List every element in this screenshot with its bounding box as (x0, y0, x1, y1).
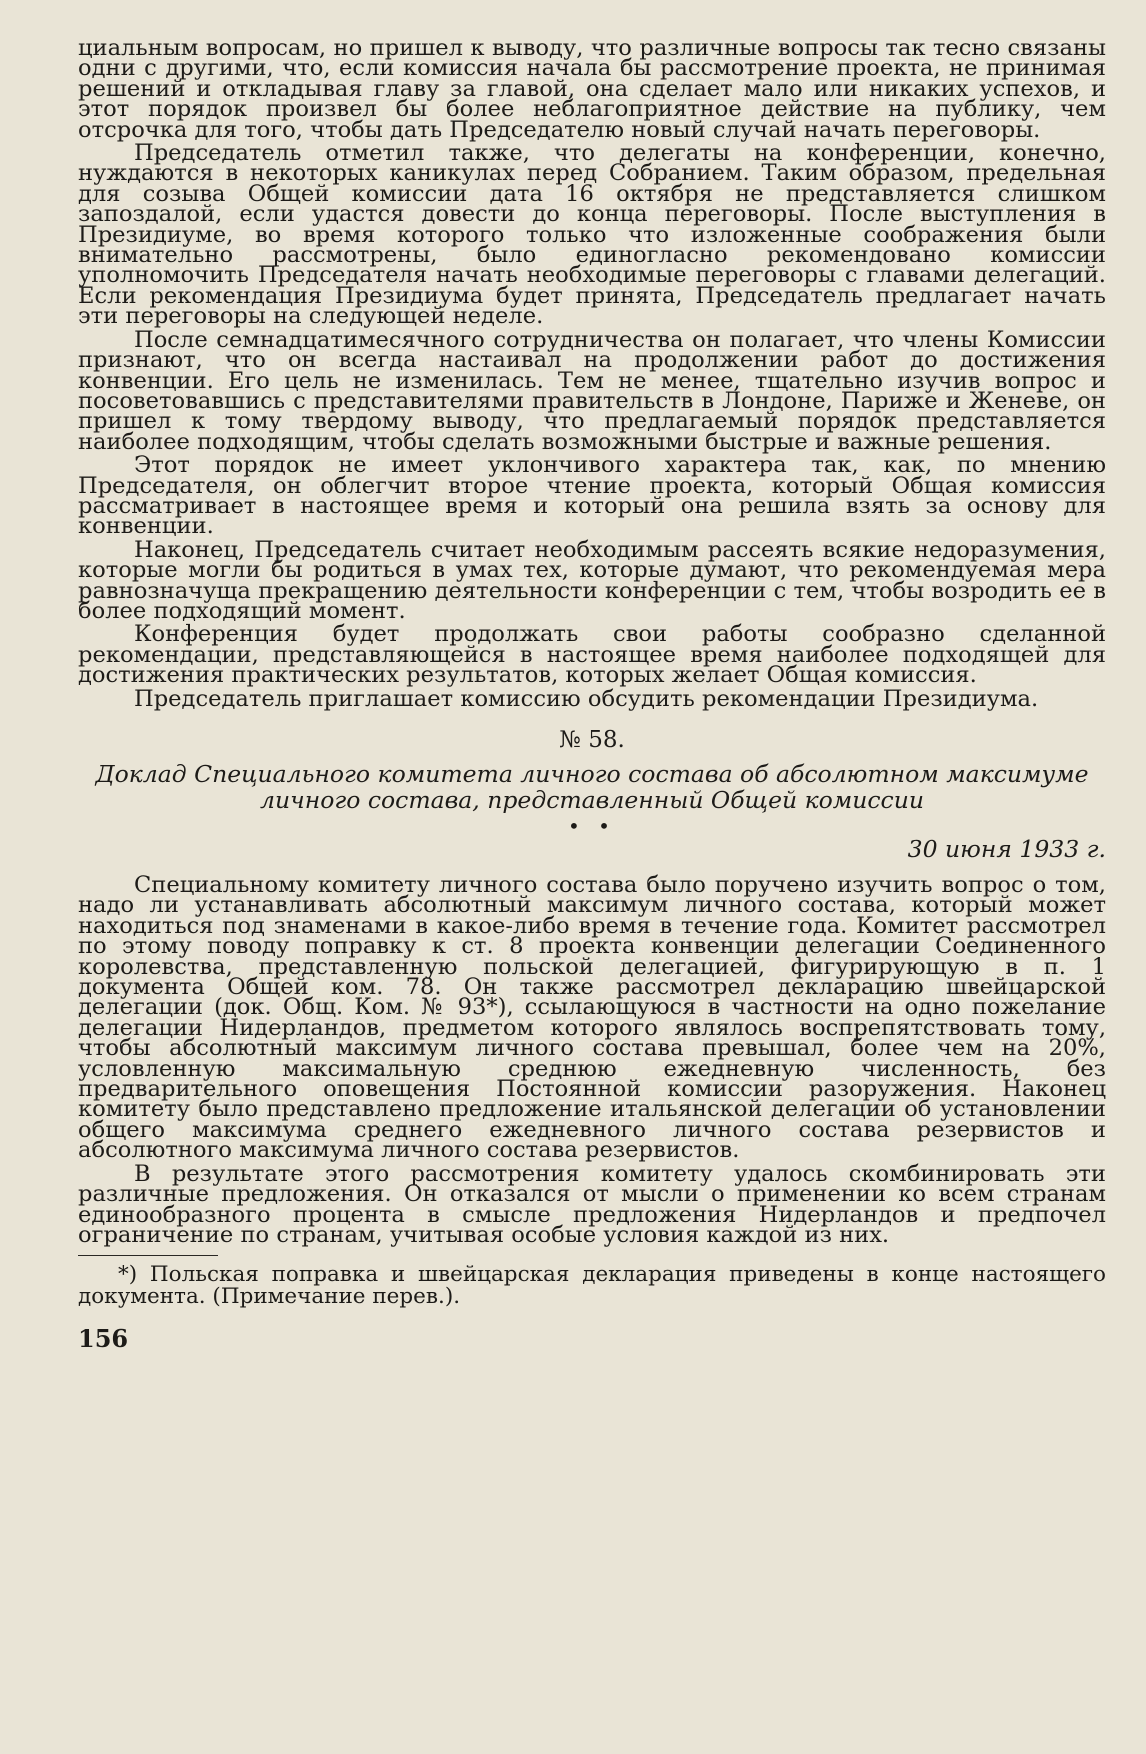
paragraph: В результате этого рассмотрения комитету удалось скомбинировать эти различные предложения. Он отказался от мысли о применении ко всем странам единообразного процента в смысле предложения Нидерландов и предпочел ограничение по странам, учитывая особые условия каждой из них. (78, 1160, 1106, 1248)
document-number: № 58. (559, 727, 625, 753)
paragraph: Специальному комитету личного состава было поручено изучить вопрос о том, надо ли устанавливать абсолютный максимум личного состава, который может находиться под знаменами в какое-либо время в течение года. Комитет рассмотрел по этому поводу поправку к ст. 8 проекта конвенции делегации Соединенного королевства, представленную польской делегацией, фигурирующую в п. 1 документа Общей ком. 78. Он также рассмотрел декларацию швейцарской делегации (док. Общ. Ком. № 93*), ссылающуюся в частности на одно пожелание делегации Нидерландов, предметом которого являлось воспрепятствовать тому, чтобы абсолютный максимум личного состава превышал, более чем на 20%, условленную максимальную среднюю ежедневную численность, без предварительного оповещения Постоянной комиссии разоружения. Наконец комитету было представлено предложение итальянской делегации об установлении общего максимума среднего ежедневного личного состава резервистов и абсолютного максимума личного состава резервистов. (78, 872, 1106, 1164)
footnote-text: *) Польская поправка и швейцарская декларация приведены в конце настоящего документа. (Примечание перев.). (78, 1262, 1106, 1310)
paragraph: Конференция будет продолжать свои работы сообразно сделанной рекомендации, представляющейся в настоящее время наиболее подходящей для достижения практических результатов, которых желает Общая комиссия. (78, 621, 1106, 689)
paragraph: Председатель отметил также, что делегаты на конференции, конечно, нуждаются в некоторых каникулах перед Собранием. Таким образом, предельная для созыва Общей комиссии дата 16 октября не представляется слишком запоздалой, если удастся довести до конца переговоры. После выступления в Президиуме, во время которого только что изложенные соображения были внимательно рассмотрены, было единогласно рекомендовано комиссии уполномочить Председателя начать необходимые переговоры с главами делегаций. Если рекомендация Президиума будет принята, Председатель предлагает начать эти переговоры на следующей неделе. (78, 140, 1106, 330)
paragraph: После семнадцатимесячного сотрудничества он полагает, что члены Комиссии признают, что он всегда настаивал на продолжении работ до достижения конвенции. Его цель не изменилась. Тем не менее, тщательно изучив вопрос и посоветовавшись с представителями правительств в Лондоне, Париже и Женеве, он пришел к тому твердому выводу, что предлагаемый порядок представляется наиболее подходящим, чтобы сделать возможными быстрые и важные решения. (78, 326, 1106, 455)
paragraph: Этот порядок не имеет уклончивого характера так, как, по мнению Председателя, он облегчит второе чтение проекта, который Общая комиссия рассматривает в настоящее время и который она решила взять за основу для конвенции. (78, 452, 1106, 540)
document-title: Доклад Специального комитета личного состава об абсолютном максимуме личного состава, представленный Общей комиссии (95, 760, 1089, 814)
footnote (78, 1264, 1106, 1308)
document-body (78, 872, 1106, 1248)
paragraph: Председатель приглашает комиссию обсудить рекомендации Президиума. (134, 685, 1039, 712)
separator-dots: • • (568, 814, 616, 838)
page-number: 156 (78, 1324, 129, 1354)
document-date: 30 июня 1933 г. (907, 835, 1106, 863)
footnote-divider (78, 1255, 218, 1256)
paragraph: циальным вопросам, но пришел к выводу, что различные вопросы так тесно связаны одни с другими, что, если комиссия начала бы рассмотрение проекта, не принимая решений и откладывая главу за главой, она сделает мало или никаких успехов, и этот порядок произвел бы более неблагоприятное действие на публику, чем отсрочка для того, чтобы дать Председателю новый случай начать переговоры. (78, 35, 1106, 143)
continued-text (78, 35, 1106, 712)
paragraph: Наконец, Председатель считает необходимым рассеять всякие недоразумения, которые могли бы родиться в умах тех, которые думают, что рекомендуемая мера равнозначуща прекращению деятельности конференции с тем, чтобы возродить ее в более подходящий момент. (78, 536, 1106, 624)
